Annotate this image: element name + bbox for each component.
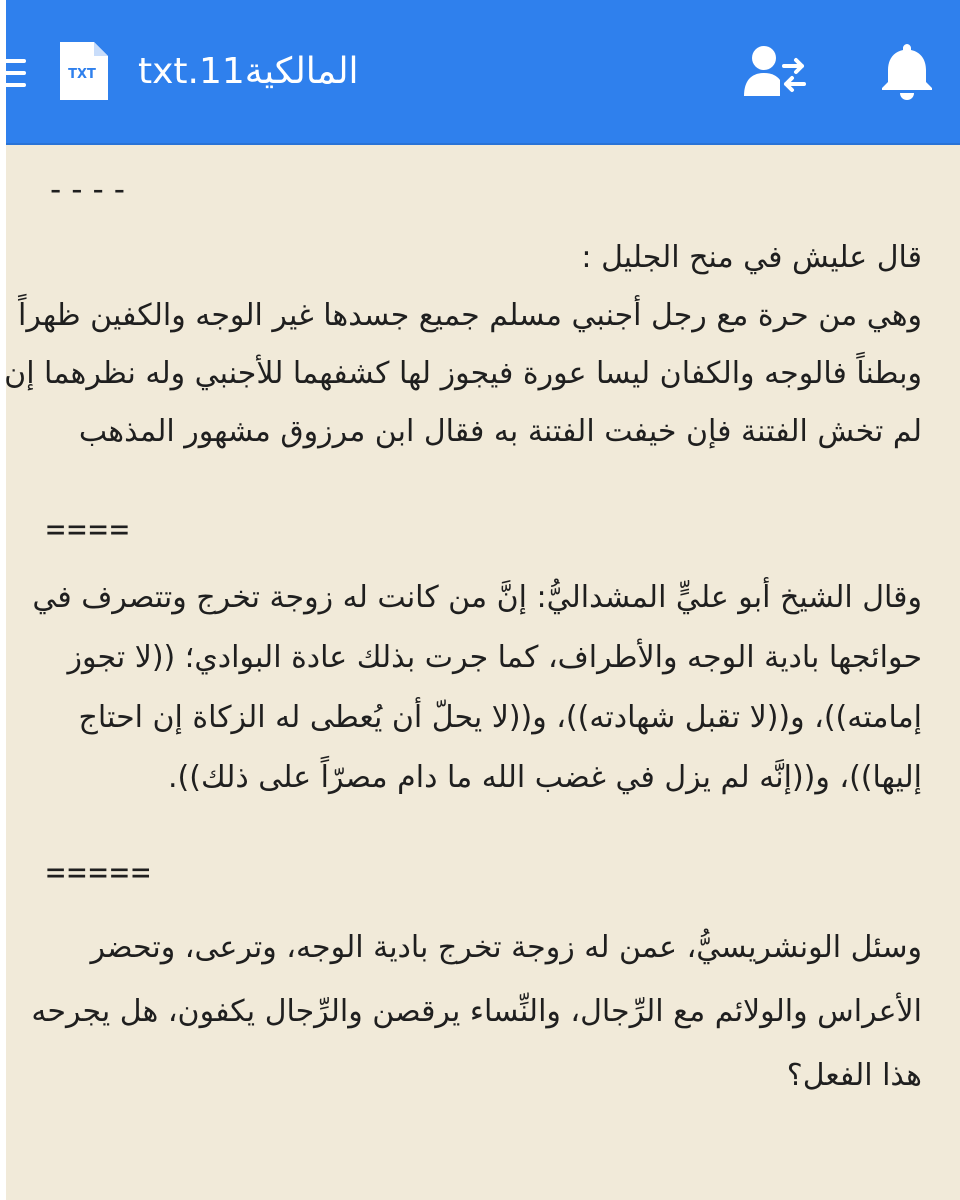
document-body[interactable] xyxy=(6,145,960,1200)
document-title: txt.11المالكية xyxy=(138,51,359,92)
text-line: الأعراس والولائم مع الرِّجال، والنِّساء يرقصن والرِّجال يكفون، هل يجرحه xyxy=(31,994,922,1029)
text-line: وبطناً فالوجه والكفان ليسا عورة فيجوز لها كشفهما للأجنبي وله نظرهما إن xyxy=(4,356,922,391)
separator-equals-5: ===== xyxy=(46,853,153,891)
paragraph-mashdali xyxy=(32,568,922,808)
bell-icon[interactable] xyxy=(878,40,936,100)
text-line: وهي من حرة مع رجل أجنبي مسلم جميع جسدها غير الوجه والكفين ظهراً xyxy=(18,298,922,333)
text-line: إمامته))، و((لا تقبل شهادته))، و((لا يحلّ أن يُعطى له الزكاة إن احتاج xyxy=(78,700,922,735)
text-line: هذا الفعل؟ xyxy=(786,1058,922,1093)
text-line: وسئل الونشريسيُّ، عمن له زوجة تخرج بادية الوجه، وترعى، وتحضر xyxy=(90,930,922,965)
text-line: قال عليش في منح الجليل : xyxy=(581,240,922,275)
paragraph-alish xyxy=(4,229,922,461)
app-header xyxy=(6,0,960,145)
text-line: إليها))، و((إنَّه لم يزل في غضب الله ما دام مصرّاً على ذلك)). xyxy=(168,760,922,795)
separator-equals-4: ==== xyxy=(46,510,132,548)
text-line: لم تخش الفتنة فإن خيفت الفتنة به فقال ابن مرزوق مشهور المذهب xyxy=(78,414,922,449)
txt-file-icon xyxy=(58,40,110,102)
paragraph-wansharisi xyxy=(31,916,922,1108)
menu-icon[interactable] xyxy=(4,55,30,91)
file-type-label: TXT xyxy=(68,67,96,82)
text-line: حوائجها بادية الوجه والأطراف، كما جرت بذلك عادة البوادي؛ ((لا تجوز xyxy=(67,640,922,675)
separator-dashes: ---- xyxy=(46,170,132,208)
text-line: وقال الشيخ أبو عليٍّ المشداليُّ: إنَّ من كانت له زوجة تخرج وتتصرف في xyxy=(32,580,922,615)
user-switch-icon[interactable] xyxy=(744,42,808,100)
